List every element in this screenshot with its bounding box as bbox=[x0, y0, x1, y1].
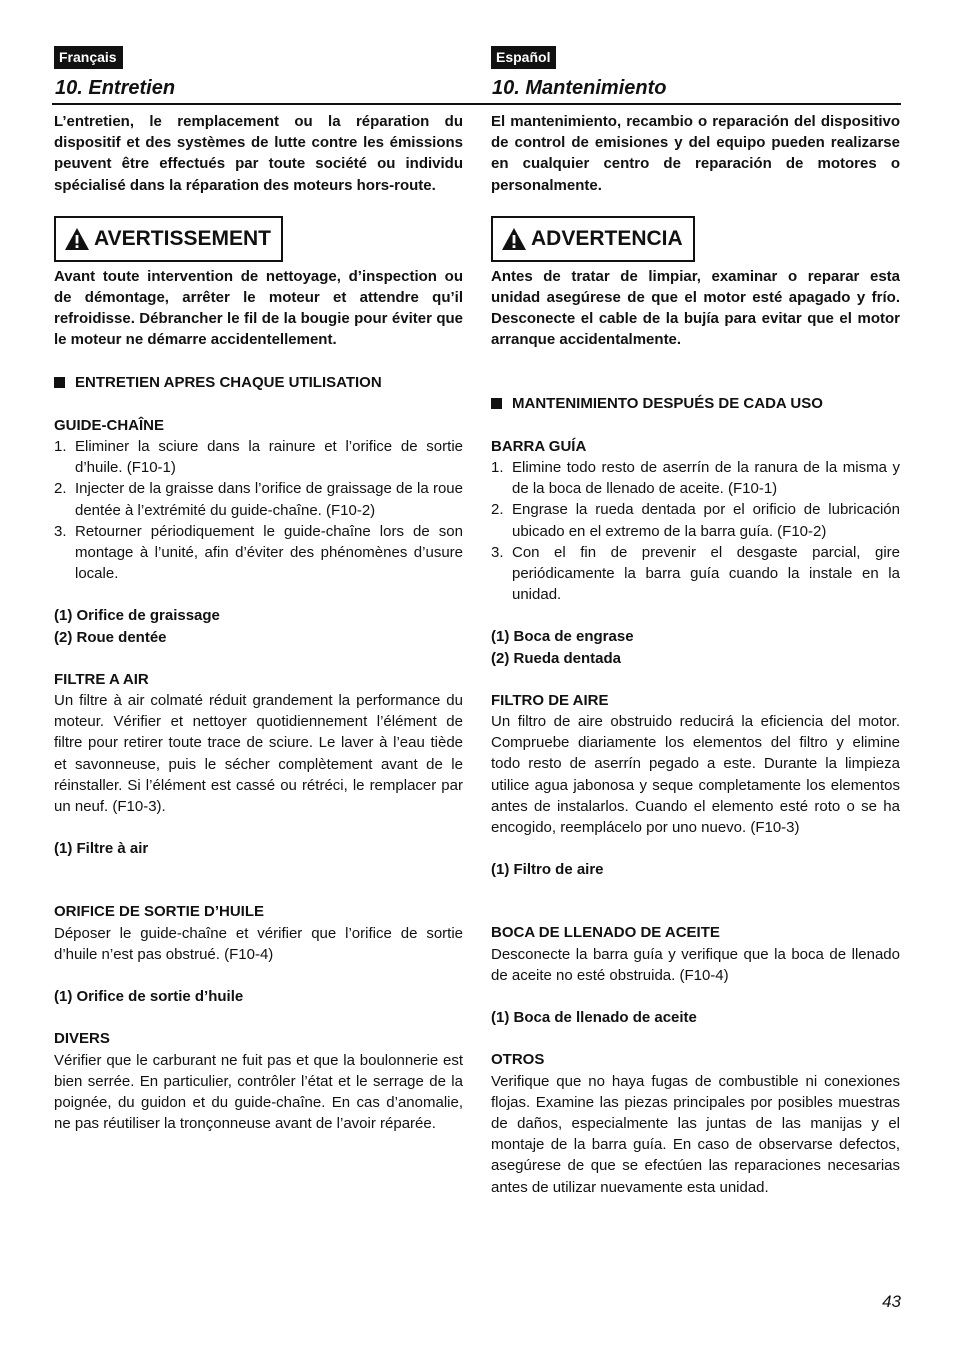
warning-text-french: Avant toute intervention de nettoyage, d’inspection ou de démontage, arrêter le moteur et attendre qu’il refroidisse. Débrancher le fil de la bougie pour éviter que le moteur ne démarre accidentellement. bbox=[54, 267, 463, 349]
item-text: Eliminer la sciure dans la rainure et l’orifice de sortie d’huile. (F10-1) bbox=[75, 438, 463, 477]
list-item bbox=[54, 521, 463, 585]
item-text: Con el fin de prevenir el desgaste parcial, gire periódicamente la barra guía cuando la instale en la unidad. bbox=[512, 543, 900, 604]
figure-label: (1) Orifice de graissage bbox=[54, 607, 220, 625]
oil-heading-spanish: BOCA DE LLENADO DE ACEITE bbox=[491, 924, 720, 942]
item-number: 2. bbox=[54, 480, 67, 498]
warning-triangle-icon bbox=[501, 227, 527, 251]
filter-text-spanish: Un filtro de aire obstruido reducirá la eficiencia del motor. Compruebe diariamente los elementos del filtro y elimine todo resto de aserrín pegado a este. Durante la limpieza utilice agua jabonosa y seque completamente los elementos antes de instalarlos. Cuando el elemento esté roto o se ha encogido, reemplácelo por uno nuevo. (F10-3) bbox=[491, 713, 900, 837]
figure-label: (1) Boca de engrase bbox=[491, 628, 634, 646]
warning-box-french bbox=[54, 216, 283, 262]
section-title-spanish: 10. Mantenimiento bbox=[492, 77, 667, 99]
figure-label: (2) Rueda dentada bbox=[491, 649, 622, 667]
list-item bbox=[491, 499, 900, 541]
intro-paragraph-spanish: El mantenimiento, recambio o reparación del dispositivo de control de emisiones y del equipo pueden realizarse en cualquier centro de reparación de motores o personalmente. bbox=[491, 113, 900, 194]
oil-text-spanish: Desconecte la barra guía y verifique que la boca de llenado de aceite no esté obstruida. (F10-4) bbox=[491, 945, 900, 984]
oil-heading-french: ORIFICE DE SORTIE D’HUILE bbox=[54, 903, 265, 921]
warning-box-spanish bbox=[491, 216, 695, 262]
figure-label: (2) Roue dentée bbox=[54, 628, 167, 646]
figure-label: (1) Orifice de sortie d’huile bbox=[54, 988, 244, 1006]
filter-heading-french: FILTRE A AIR bbox=[54, 670, 149, 688]
figure-label: (1) Filtre à air bbox=[54, 840, 149, 858]
misc-text-spanish: Verifique que no haya fugas de combustible ni conexiones flojas. Examine las piezas principales por posibles muestras de daños, especialmente las juntas de las manijas y el montaje de la barra guía. En caso de observarse defectos, asegúrese de que se efectúen las reparaciones necesarias antes de utilizar nuevamente esta unidad. bbox=[491, 1072, 900, 1196]
list-item bbox=[54, 436, 463, 478]
item-text: Retourner périodiquement le guide-chaîne lors de son montage à l’unité, afin d’éviter des phénomènes d’usure locale. bbox=[75, 522, 463, 583]
maintenance-heading-spanish bbox=[491, 393, 900, 414]
item-text: Elimine todo resto de aserrín de la ranura de la misma y de la boca de llenado de aceite. (F10-1) bbox=[512, 459, 900, 498]
maintenance-heading-text: MANTENIMIENTO DESPUÉS DE CADA USO bbox=[512, 394, 823, 412]
maintenance-heading-text: ENTRETIEN APRES CHAQUE UTILISATION bbox=[75, 373, 382, 391]
list-item bbox=[54, 478, 463, 520]
column-french bbox=[54, 46, 463, 1134]
figure-label: (1) Boca de llenado de aceite bbox=[491, 1009, 697, 1027]
guide-heading-french: GUIDE-CHAÎNE bbox=[54, 416, 165, 434]
item-number: 2. bbox=[491, 501, 504, 519]
language-tag-spanish: Español bbox=[491, 46, 556, 69]
warning-triangle-icon bbox=[64, 227, 90, 251]
oil-text-french: Déposer le guide-chaîne et vérifier que l’orifice de sortie d’huile n’est pas obstrué. (F10-4) bbox=[54, 924, 463, 963]
square-bullet-icon bbox=[54, 377, 65, 388]
warning-text-spanish: Antes de tratar de limpiar, examinar o reparar esta unidad asegúrese de que el motor esté apagado y frío. Desconecte el cable de la bujía para evitar que el motor arranque accidentalmente. bbox=[491, 267, 900, 349]
item-number: 1. bbox=[491, 459, 504, 477]
list-item bbox=[491, 542, 900, 606]
item-text: Injecter de la graisse dans l’orifice de graissage de la roue dentée à l’extrémité du guide-chaîne. (F10-2) bbox=[75, 480, 463, 519]
item-number: 3. bbox=[54, 522, 67, 540]
warning-label-french: AVERTISSEMENT bbox=[94, 226, 271, 250]
item-number: 3. bbox=[491, 543, 504, 561]
maintenance-heading-french bbox=[54, 372, 463, 393]
column-spanish bbox=[491, 46, 900, 1198]
item-text: Engrase la rueda dentada por el orificio de lubricación ubicado en el extremo de la barra guía. (F10-2) bbox=[512, 501, 900, 540]
item-number: 1. bbox=[54, 438, 67, 456]
page-number: 43 bbox=[882, 1292, 901, 1311]
list-item bbox=[491, 457, 900, 499]
filter-text-french: Un filtre à air colmaté réduit grandement la performance du moteur. Vérifier et nettoyer quotidiennement l’élément de filtre pour retirer toute trace de sciure. Le laver à l’eau tiède et savonneuse, puis le sécher complètement avant de le réinstaller. Si l’élément est cassé ou rétréci, le remplacer par un neuf. (F10-3). bbox=[54, 692, 463, 816]
guide-heading-spanish: BARRA GUÍA bbox=[491, 437, 587, 455]
intro-paragraph-french: L’entretien, le remplacement ou la réparation du dispositif et des systèmes de lutte contre les émissions peuvent être effectués par toute société ou individu spécialisé dans la réparation des moteurs hors-route. bbox=[54, 113, 463, 194]
filter-heading-spanish: FILTRO DE AIRE bbox=[491, 691, 609, 709]
language-tag-french: Français bbox=[54, 46, 123, 69]
misc-text-french: Vérifier que le carburant ne fuit pas et que la boulonnerie est bien serrée. En particulier, contrôler l’état et le serrage de la poignée, du guidon et du guide-chaîne. En cas d’anomalie, ne pas réutiliser la tronçonneuse avant de l’avoir réparée. bbox=[54, 1051, 463, 1133]
misc-heading-french: DIVERS bbox=[54, 1030, 110, 1048]
misc-heading-spanish: OTROS bbox=[491, 1051, 545, 1069]
section-title-french: 10. Entretien bbox=[55, 77, 176, 99]
warning-label-spanish: ADVERTENCIA bbox=[531, 226, 683, 250]
square-bullet-icon bbox=[491, 398, 502, 409]
figure-label: (1) Filtro de aire bbox=[491, 861, 604, 879]
